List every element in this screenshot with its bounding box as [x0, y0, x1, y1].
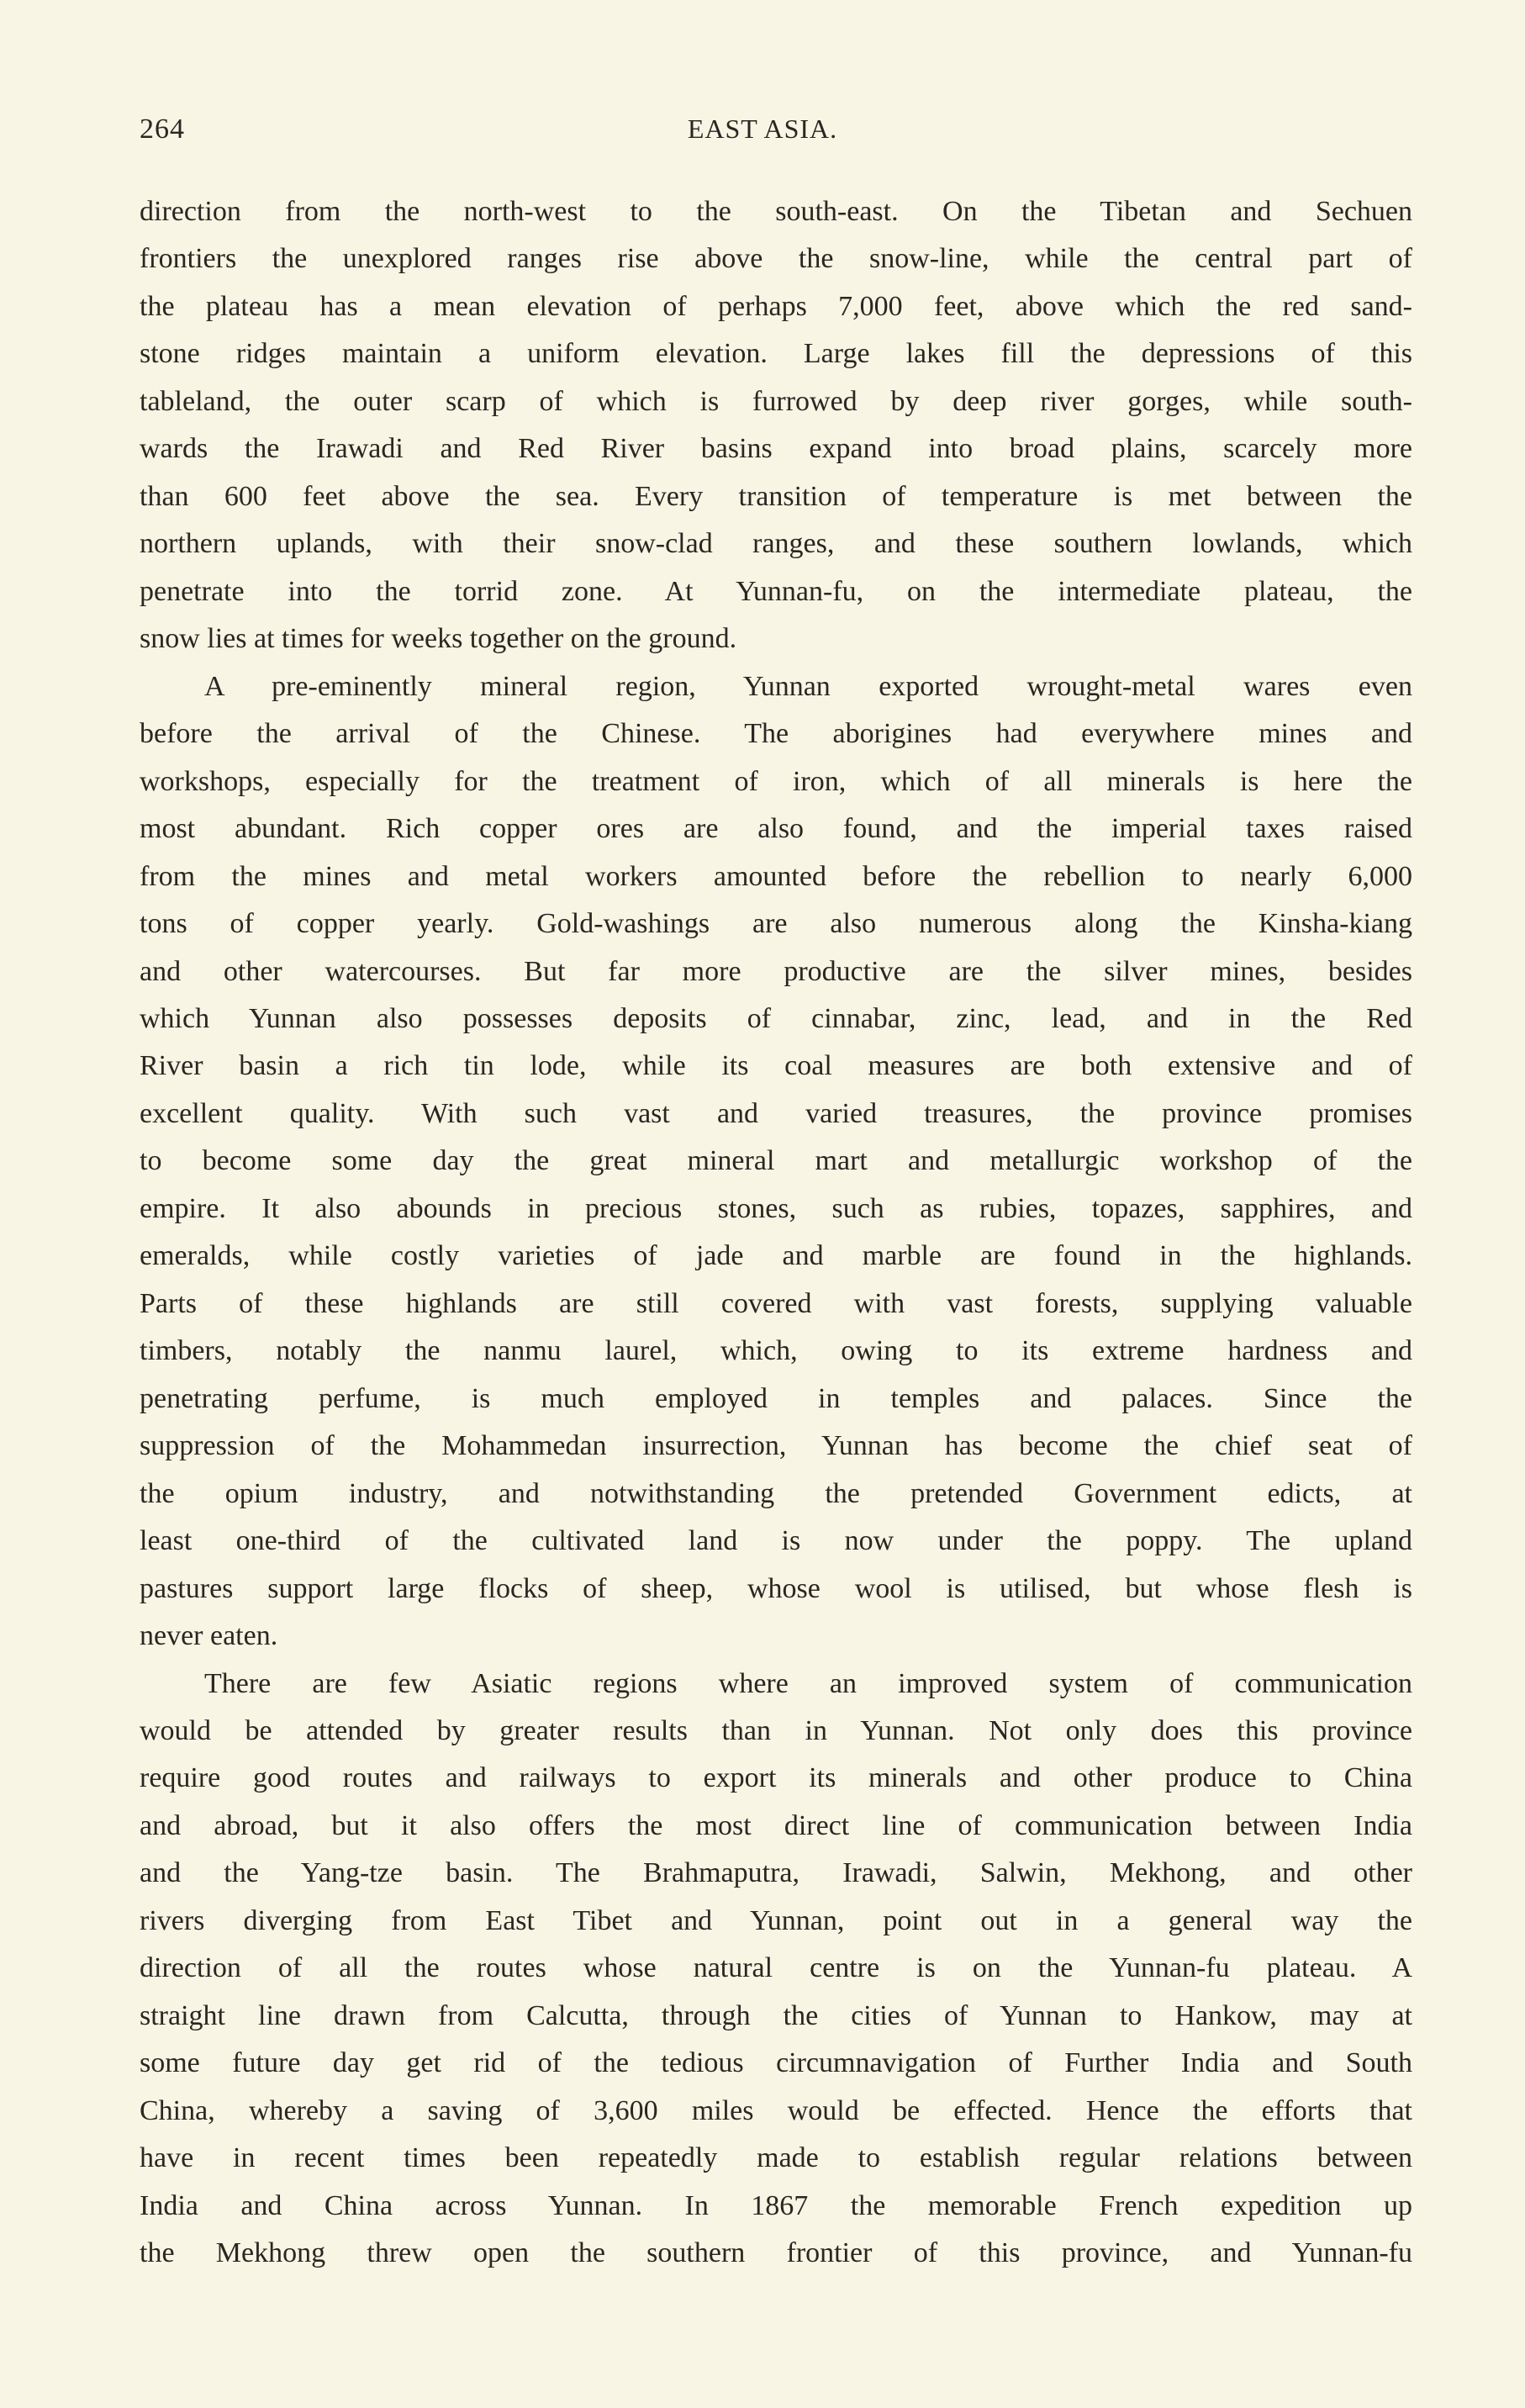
paragraph: [140, 188, 1412, 663]
text-line: tableland, the outer scarp of which is furrowed by deep river gorges, while south-: [140, 385, 1412, 417]
body-text: [140, 188, 1412, 2278]
text-line: from the mines and metal workers amounted before the rebellion to nearly 6,000: [140, 860, 1412, 892]
text-line: require good routes and railways to export its minerals and other produce to China: [140, 1762, 1412, 1794]
text-line: and abroad, but it also offers the most direct line of communication between India: [140, 1809, 1412, 1841]
text-line: to become some day the great mineral mart and metallurgic workshop of the: [140, 1145, 1412, 1177]
text-line: stone ridges maintain a uniform elevation. Large lakes fill the depressions of this: [140, 338, 1412, 370]
text-line: India and China across Yunnan. In 1867 the memorable French expedition up: [140, 2189, 1412, 2221]
text-line: There are few Asiatic regions where an improved system of communication: [204, 1667, 1412, 1699]
text-line: workshops, especially for the treatment of iron, which of all minerals is here the: [140, 765, 1412, 797]
text-line: tons of copper yearly. Gold-washings are also numerous along the Kinsha-kiang: [140, 908, 1412, 940]
text-line: most abundant. Rich copper ores are also found, and the imperial taxes raised: [140, 813, 1412, 845]
text-line: timbers, notably the nanmu laurel, which, owing to its extreme hardness and: [140, 1335, 1412, 1367]
text-line: wards the Irawadi and Red River basins expand into broad plains, scarcely more: [140, 433, 1412, 465]
text-line: some future day get rid of the tedious circumnavigation of Further India and South: [140, 2047, 1412, 2079]
text-line: would be attended by greater results than in Yunnan. Not only does this province: [140, 1715, 1412, 1746]
text-line: penetrating perfume, is much employed in temples and palaces. Since the: [140, 1382, 1412, 1414]
text-line: the Mekhong threw open the southern frontier of this province, and Yunnan-fu: [140, 2237, 1412, 2269]
text-line: straight line drawn from Calcutta, through the cities of Yunnan to Hankow, may at: [140, 1999, 1412, 2031]
running-head: EAST ASIA.: [687, 114, 838, 144]
text-line: the plateau has a mean elevation of perhaps 7,000 feet, above which the red sand-: [140, 290, 1412, 322]
text-line: excellent quality. With such vast and varied treasures, the province promises: [140, 1097, 1412, 1129]
text-line: emeralds, while costly varieties of jade and marble are found in the highlands.: [140, 1240, 1412, 1272]
text-line: have in recent times been repeatedly made to establish regular relations between: [140, 2142, 1412, 2174]
text-line: rivers diverging from East Tibet and Yunnan, point out in a general way the: [140, 1904, 1412, 1936]
text-line: and the Yang-tze basin. The Brahmaputra, Irawadi, Salwin, Mekhong, and other: [140, 1857, 1412, 1889]
paragraph: [140, 663, 1412, 1661]
text-line: and other watercourses. But far more productive are the silver mines, besides: [140, 955, 1412, 987]
text-line: which Yunnan also possesses deposits of cinnabar, zinc, lead, and in the Red: [140, 1002, 1412, 1034]
text-line: least one-third of the cultivated land is now under the poppy. The upland: [140, 1525, 1412, 1557]
text-line: suppression of the Mohammedan insurrection, Yunnan has become the chief seat of: [140, 1430, 1412, 1462]
text-line: snow lies at times for weeks together on the ground.: [140, 623, 737, 655]
text-line: penetrate into the torrid zone. At Yunnan-fu, on the intermediate plateau, the: [140, 575, 1412, 607]
text-line: the opium industry, and notwithstanding the pretended Government edicts, at: [140, 1477, 1412, 1509]
text-line: frontiers the unexplored ranges rise above the snow-line, while the central part of: [140, 243, 1412, 275]
text-line: northern uplands, with their snow-clad ranges, and these southern lowlands, which: [140, 528, 1412, 560]
text-line: China, whereby a saving of 3,600 miles would be effected. Hence the efforts that: [140, 2094, 1412, 2126]
text-line: never eaten.: [140, 1620, 278, 1652]
text-line: than 600 feet above the sea. Every transition of temperature is met between the: [140, 480, 1412, 512]
text-line: direction from the north-west to the south-east. On the Tibetan and Sechuen: [140, 196, 1412, 227]
page-number: 264: [140, 114, 185, 145]
text-line: Parts of these highlands are still covered with vast forests, supplying valuable: [140, 1287, 1412, 1319]
paragraph: [140, 1661, 1412, 2278]
text-line: A pre-eminently mineral region, Yunnan exported wrought-metal wares even: [204, 670, 1412, 702]
text-line: direction of all the routes whose natural centre is on the Yunnan-fu plateau. A: [140, 1952, 1412, 1984]
text-line: empire. It also abounds in precious stones, such as rubies, topazes, sapphires, and: [140, 1192, 1412, 1224]
text-line: before the arrival of the Chinese. The aborigines had everywhere mines and: [140, 718, 1412, 750]
text-line: River basin a rich tin lode, while its coal measures are both extensive and of: [140, 1050, 1412, 1082]
text-line: pastures support large flocks of sheep, whose wool is utilised, but whose flesh is: [140, 1572, 1412, 1604]
